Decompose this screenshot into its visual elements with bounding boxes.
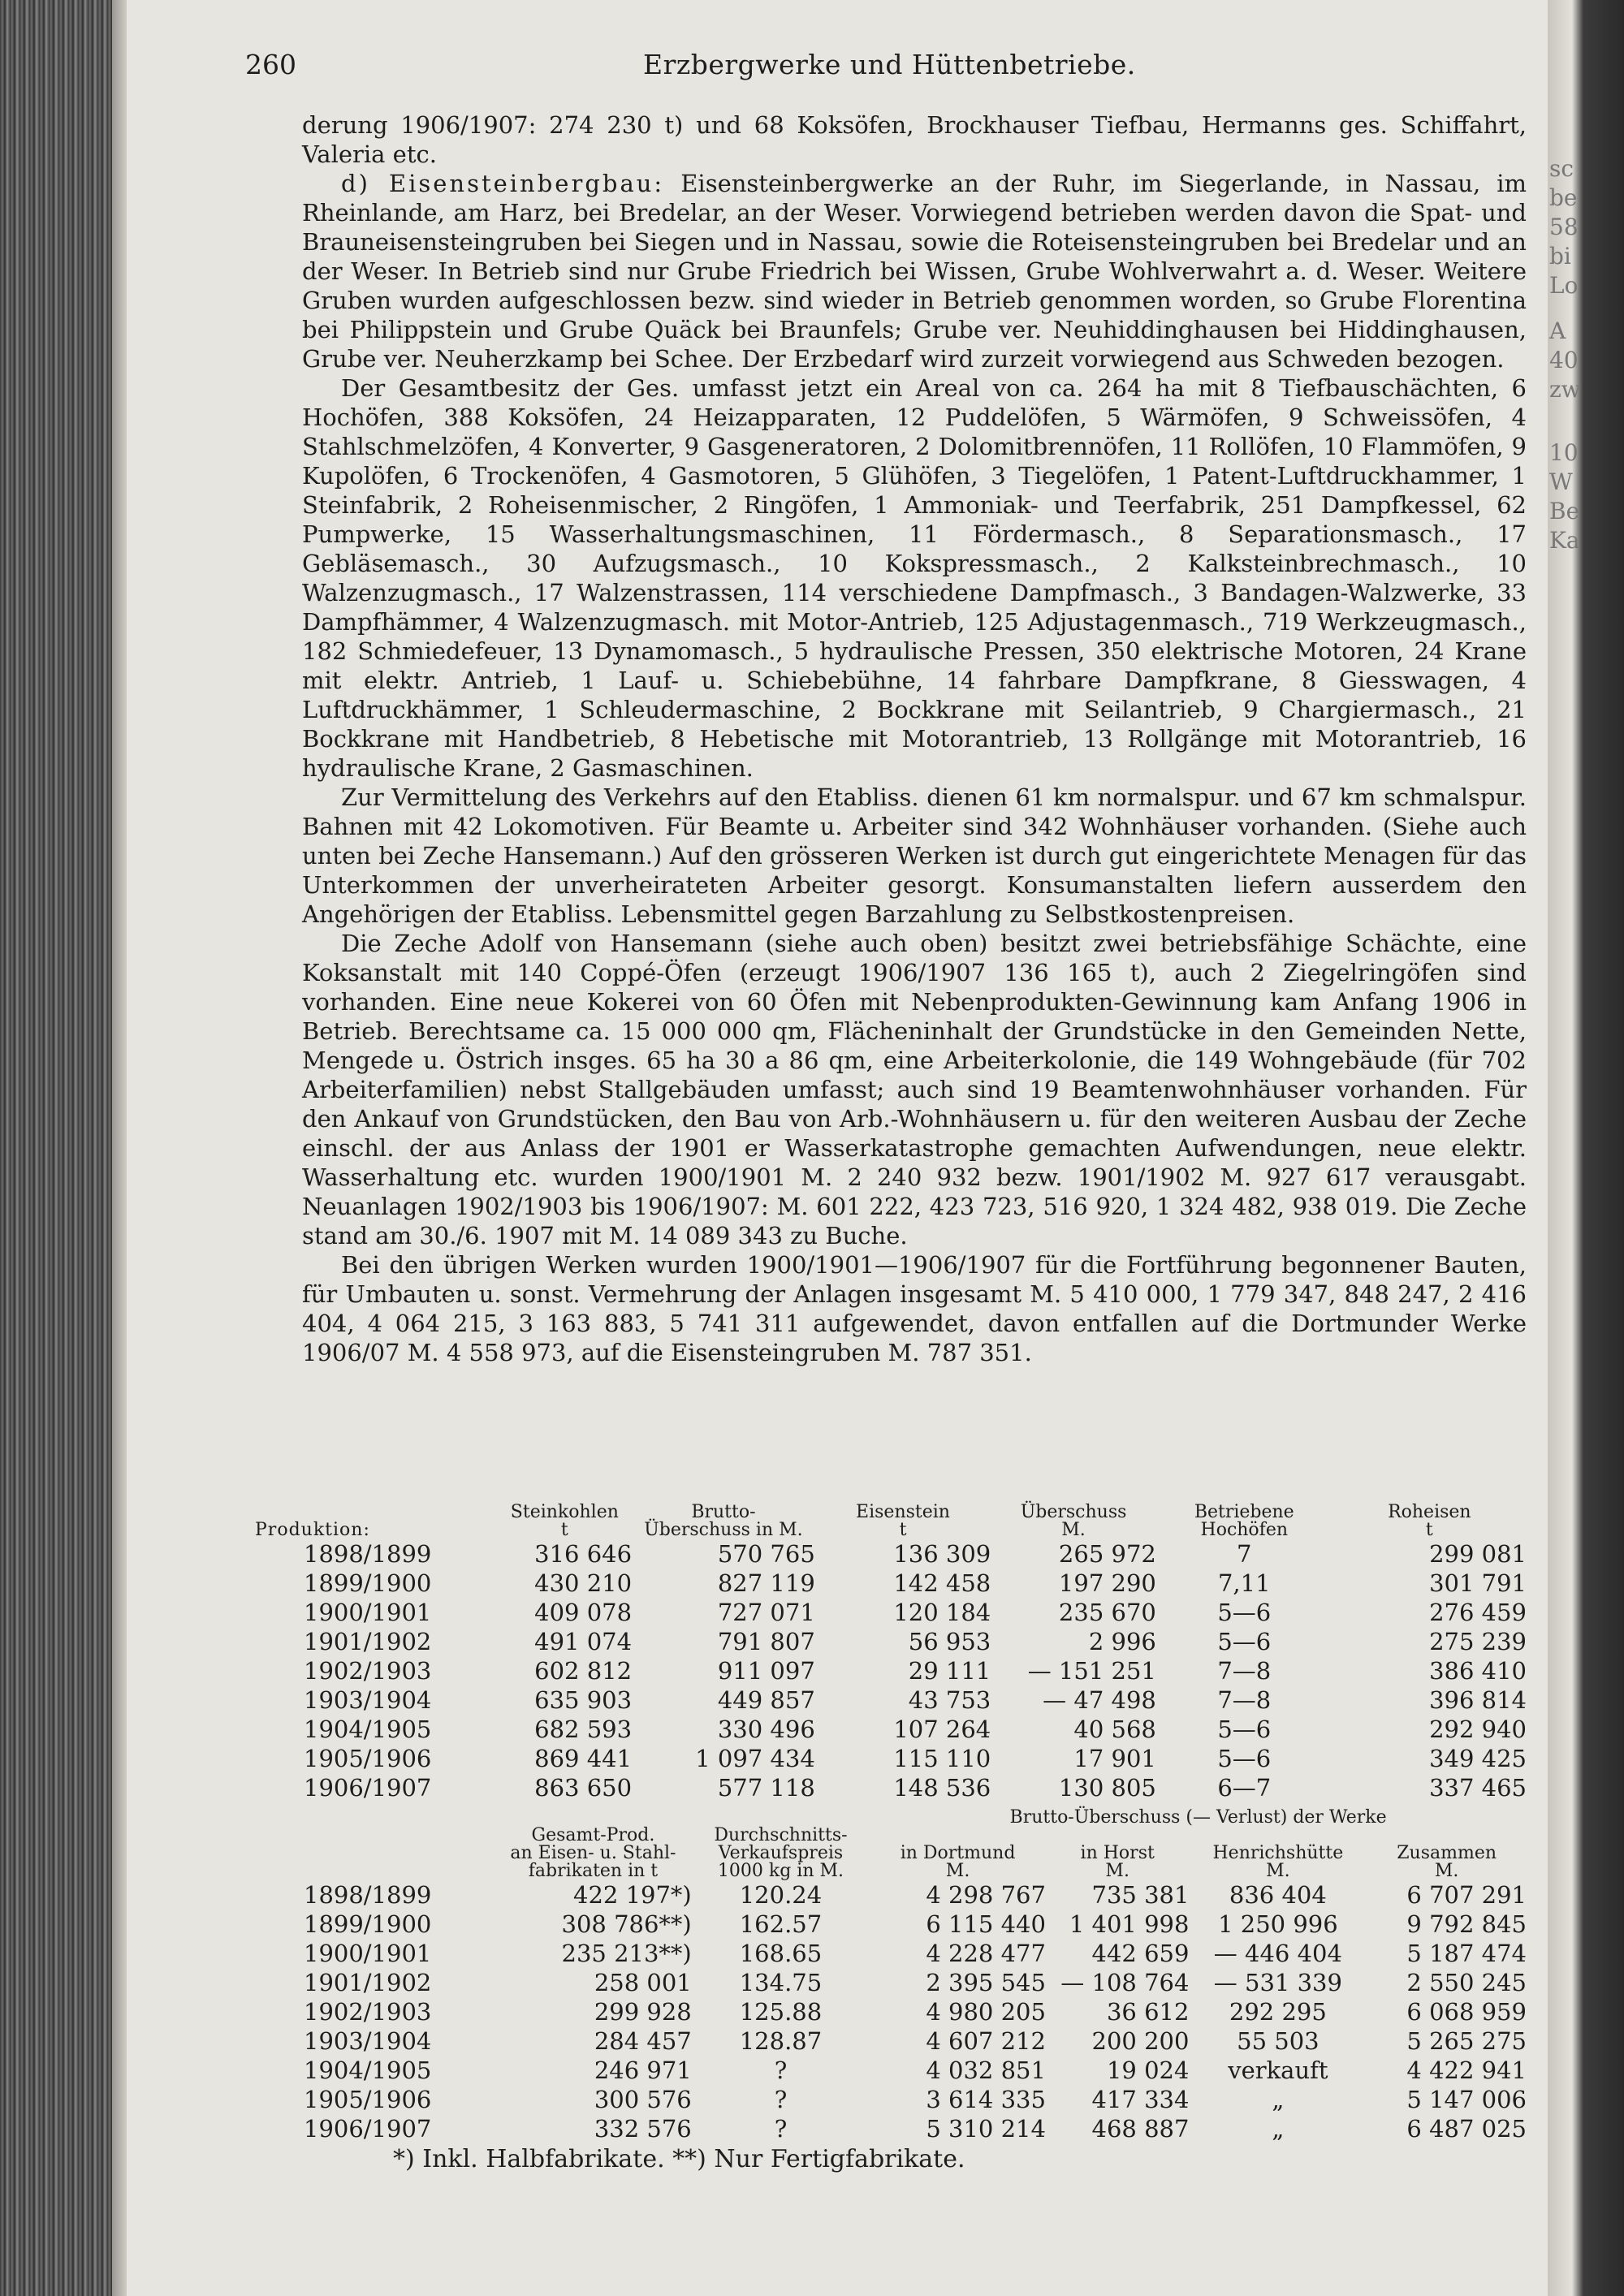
column-header-gesamt-prod: Gesamt-Prod. an Eisen- u. Stahl- fabrikaten in t	[510, 1825, 676, 1881]
value-cell: 7—8	[1217, 1686, 1272, 1714]
value-cell: 430 210	[534, 1569, 633, 1597]
table-row	[255, 1997, 1527, 2026]
production-table-body	[255, 1539, 1527, 1802]
year-cell: 1905/1906	[304, 1745, 432, 1772]
financial-table-header	[255, 1827, 1527, 1880]
value-cell: 791 807	[717, 1628, 815, 1655]
value-cell: 235 670	[1058, 1599, 1156, 1626]
year-cell: 1899/1900	[304, 1569, 432, 1597]
value-cell: 349 425	[1429, 1745, 1527, 1772]
value-cell: 7	[1237, 1540, 1252, 1568]
book-binding	[0, 0, 112, 2296]
value-cell: 4 980 205	[926, 1998, 1046, 2026]
facing-page-fragment: 58	[1549, 214, 1579, 240]
column-header-eisenstein: Eisenstein t	[856, 1502, 950, 1540]
value-cell: 4 032 851	[926, 2056, 1046, 2084]
value-cell: 246 971	[594, 2056, 692, 2084]
table-row	[255, 1773, 1527, 1802]
value-cell: 635 903	[534, 1686, 633, 1714]
year-cell: 1905/1906	[304, 2086, 432, 2113]
tables-section	[255, 1504, 1527, 2173]
table-row	[255, 1939, 1527, 1968]
column-header-hochoefen: Betriebene Hochöfen	[1194, 1502, 1294, 1540]
facing-page-fragment: W	[1549, 468, 1573, 495]
column-header-steinkohlen: Steinkohlen t	[510, 1502, 619, 1540]
year-cell: 1903/1904	[304, 2027, 432, 2055]
value-cell: 308 786**)	[561, 1910, 692, 1938]
value-cell: 386 410	[1429, 1657, 1527, 1685]
value-cell: 316 646	[534, 1540, 633, 1568]
value-cell: 836 404	[1229, 1881, 1327, 1909]
value-cell: 9 792 845	[1406, 1910, 1527, 1938]
value-cell: 197 290	[1058, 1569, 1156, 1597]
value-cell: 19 024	[1106, 2056, 1190, 2084]
value-cell: 168.65	[739, 1940, 823, 1967]
facing-page-fragment: A	[1549, 317, 1566, 344]
table-row	[255, 1627, 1527, 1656]
table-row	[255, 1569, 1527, 1598]
value-cell: 292 295	[1229, 1998, 1327, 2026]
value-cell: 136 309	[893, 1540, 991, 1568]
value-cell: 107 264	[893, 1716, 991, 1743]
value-cell: 6 115 440	[926, 1910, 1046, 1938]
financial-table	[255, 1809, 1527, 2143]
value-cell: 6 707 291	[1406, 1881, 1527, 1909]
paragraph: Zur Vermittelung des Verkehrs auf den Etabliss. dienen 61 km normalspur. und 67 km schmalspur. Bahnen mit 42 Lokomotiven. Für Beamte u. Arbeiter sind 342 Wohnhäuser vorhanden. (Siehe auch unten bei Zeche Hansemann.) Auf den grösseren Werken ist durch gut eingerichtete Menagen für das Unterkommen der unverheirateten Arbeiter gesorgt. Konsumanstalten liefern ausserdem den Angehörigen der Etabliss. Lebensmittel gegen Barzahlung zu Selbstkostenpreisen.	[302, 783, 1527, 928]
value-cell: 258 001	[594, 1969, 692, 1996]
value-cell: 120 184	[893, 1599, 991, 1626]
value-cell: „	[1272, 2086, 1285, 2113]
production-table-header	[255, 1504, 1527, 1539]
year-cell: 1900/1901	[304, 1940, 432, 1967]
facing-page-fragment: be	[1549, 184, 1578, 211]
facing-page-fragment: zw	[1549, 376, 1581, 403]
value-cell: 275 239	[1429, 1628, 1527, 1655]
value-cell: 40 568	[1073, 1716, 1156, 1743]
value-cell: — 531 339	[1213, 1969, 1342, 1996]
year-cell: 1902/1903	[304, 1657, 432, 1685]
facing-page-fragment: 10	[1549, 439, 1579, 466]
value-cell: 5—6	[1217, 1599, 1272, 1626]
paragraph: Die Zeche Adolf von Hansemann (siehe auch oben) besitzt zwei betriebsfähige Schächte, eine Koksanstalt mit 140 Coppé-Öfen (erzeugt 1906/1907 136 165 t), auch 2 Ziegelringöfen sind vorhanden. Eine neue Kokerei von 60 Öfen mit Nebenprodukten-Gewinnung kam Anfang 1906 in Betrieb. Berechtsame ca. 15 000 000 qm, Flächeninhalt der Grundstücke in den Gemeinden Nette, Mengede u. Östrich insges. 65 ha 30 a 86 qm, eine Arbeiterkolonie, die 149 Wohngebäude (für 702 Arbeiterfamilien) nebst Stallgebäuden umfasst; auch sind 19 Beamtenwohnhäuser vorhanden. Für den Ankauf von Grundstücken, den Bau von Arb.-Wohnhäusern u. für den weiteren Ausbau der Zeche einschl. der aus Anlass der 1901 er Wasserkatastrophe gemachten Aufwendungen, neue elektr. Wasserhaltung etc. wurden 1900/1901 M. 2 240 932 bezw. 1901/1902 M. 927 617 verausgabt. Neuanlagen 1902/1903 bis 1906/1907: M. 601 222, 423 723, 516 920, 1 324 482, 938 019. Die Zeche stand am 30./6. 1907 mit M. 14 089 343 zu Buche.	[302, 930, 1527, 1249]
value-cell: — 151 251	[1027, 1657, 1156, 1685]
value-cell: ?	[774, 2086, 788, 2113]
facing-page-fragment: bi	[1549, 243, 1571, 270]
value-cell: 577 118	[717, 1774, 815, 1802]
value-cell: — 47 498	[1043, 1686, 1156, 1714]
year-cell: 1900/1901	[304, 1599, 432, 1626]
facing-page-fragment: 40	[1549, 347, 1579, 373]
value-cell: 863 650	[534, 1774, 633, 1802]
table-row	[255, 1539, 1527, 1569]
section-lead: d) Eisensteinbergbau:	[341, 170, 665, 197]
value-cell: 409 078	[534, 1599, 633, 1626]
value-cell: 148 536	[893, 1774, 991, 1802]
year-cell: 1901/1902	[304, 1628, 432, 1655]
value-cell: 4 298 767	[926, 1881, 1046, 1909]
value-cell: 570 765	[717, 1540, 815, 1568]
value-cell: 332 576	[594, 2115, 692, 2143]
value-cell: 17 901	[1073, 1745, 1156, 1772]
value-cell: 2 550 245	[1406, 1969, 1527, 1996]
value-cell: 5 265 275	[1406, 2027, 1527, 2055]
value-cell: 115 110	[893, 1745, 991, 1772]
value-cell: 4 228 477	[926, 1940, 1046, 1967]
value-cell: 422 197*)	[573, 1881, 692, 1909]
column-header-roheisen: Roheisen t	[1388, 1502, 1471, 1540]
value-cell: 449 857	[717, 1686, 815, 1714]
table-row	[255, 2085, 1527, 2114]
value-cell: 5 147 006	[1406, 2086, 1527, 2113]
year-cell: 1901/1902	[304, 1969, 432, 1996]
value-cell: 235 213**)	[561, 1940, 692, 1967]
footnote: *) Inkl. Halbfabrikate. **) Nur Fertigfabrikate.	[393, 2145, 965, 2173]
table-row	[255, 1656, 1527, 1685]
value-cell: 130 805	[1058, 1774, 1156, 1802]
column-header-verkaufspreis: Durchschnitts- Verkaufspreis 1000 kg in M.	[714, 1825, 848, 1881]
facing-page-fragment: Lo	[1549, 272, 1579, 299]
value-cell: 29 111	[908, 1657, 991, 1685]
value-cell: 682 593	[534, 1716, 633, 1743]
value-cell: 3 614 335	[926, 2086, 1046, 2113]
value-cell: 162.57	[739, 1910, 823, 1938]
value-cell: 142 458	[893, 1569, 991, 1597]
year-cell: 1903/1904	[304, 1686, 432, 1714]
value-cell: 4 607 212	[926, 2027, 1046, 2055]
paragraph: Bei den übrigen Werken wurden 1900/1901—1906/1907 für die Fortführung begonnener Bauten, für Umbauten u. sonst. Vermehrung der Anlagen insgesamt M. 5 410 000, 1 779 347, 848 247, 2 416 404, 4 064 215, 3 163 883, 5 741 311 aufgewendet, davon entfallen auf die Dortmunder Werke 1906/07 M. 4 558 973, auf die Eisensteingruben M. 787 351.	[302, 1251, 1527, 1366]
value-cell: 5 187 474	[1406, 1940, 1527, 1967]
page-number: 260	[245, 49, 296, 80]
paragraph: derung 1906/1907: 274 230 t) und 68 Koksöfen, Brockhauser Tiefbau, Hermanns ges. Schiffahrt, Valeria etc.	[302, 111, 1527, 168]
year-cell: 1899/1900	[304, 1910, 432, 1938]
table-row	[255, 1910, 1527, 1939]
value-cell: ?	[774, 2056, 788, 2084]
column-header-henrichshuette: Henrichshütte M.	[1212, 1843, 1344, 1881]
value-cell: 7—8	[1217, 1657, 1272, 1685]
value-cell: 43 753	[908, 1686, 991, 1714]
value-cell: 276 459	[1429, 1599, 1527, 1626]
group-header: Brutto-Überschuss (— Verlust) der Werke	[1009, 1807, 1387, 1828]
value-cell: 4 422 941	[1406, 2056, 1527, 2084]
value-cell: 735 381	[1091, 1881, 1190, 1909]
value-cell: 5—6	[1217, 1745, 1272, 1772]
facing-page-fragment: Be	[1549, 498, 1580, 524]
value-cell: 337 465	[1429, 1774, 1527, 1802]
running-title: Erzbergwerke und Hüttenbetriebe.	[643, 49, 1136, 80]
value-cell: 869 441	[534, 1745, 633, 1772]
value-cell: 468 887	[1091, 2115, 1190, 2143]
body-text	[302, 110, 1527, 1367]
column-header-horst: in Horst M.	[1080, 1843, 1155, 1881]
column-header-zusammen: Zusammen M.	[1397, 1843, 1497, 1881]
value-cell: 1 097 434	[695, 1745, 815, 1772]
value-cell: „	[1272, 2115, 1285, 2143]
value-cell: 1 250 996	[1218, 1910, 1338, 1938]
table-row	[255, 2026, 1527, 2056]
value-cell: 602 812	[534, 1657, 633, 1685]
value-cell: 396 814	[1429, 1686, 1527, 1714]
value-cell: — 108 764	[1060, 1969, 1190, 1996]
value-cell: 300 576	[594, 2086, 692, 2113]
year-cell: 1904/1905	[304, 2056, 432, 2084]
table-row	[255, 2114, 1527, 2143]
column-header-dortmund: in Dortmund M.	[900, 1843, 1016, 1881]
value-cell: 7,11	[1217, 1569, 1271, 1597]
table-row	[255, 1744, 1527, 1773]
year-cell: 1898/1899	[304, 1881, 432, 1909]
table-row	[255, 1880, 1527, 1910]
value-cell: 417 334	[1091, 2086, 1190, 2113]
year-cell: 1906/1907	[304, 2115, 432, 2143]
value-cell: 120.24	[739, 1881, 823, 1909]
paragraph: d) Eisensteinbergbau: Eisensteinbergwerke an der Ruhr, im Siegerlande, in Nassau, im Rheinlande, am Harz, bei Bredelar, an der Weser. Vorwiegend betrieben werden davon die Spat- und Brauneisensteingruben bei Siegen und in Nassau, sowie die Roteisensteingruben bei Bredelar und an der Weser. In Betrieb sind nur Grube Friedrich bei Wissen, Grube Wohlverwahrt a. d. Weser. Weitere Gruben wurden aufgeschlossen bezw. sind wieder in Betrieb genommen worden, so Grube Florentina bei Philippstein und Grube Quäck bei Braunfels; Grube ver. Neuhiddinghausen bei Hiddinghausen, Grube ver. Neuherzkamp bei Schee. Der Erzbedarf wird zurzeit vorwiegend aus Schweden bezogen.	[302, 170, 1527, 373]
column-header-brutto-ueberschuss: Brutto- Überschuss in M.	[644, 1502, 803, 1540]
table-row	[255, 1715, 1527, 1744]
year-cell: 1904/1905	[304, 1716, 432, 1743]
value-cell: 5—6	[1217, 1628, 1272, 1655]
value-cell: 491 074	[534, 1628, 633, 1655]
value-cell: — 446 404	[1213, 1940, 1342, 1967]
year-cell: 1906/1907	[304, 1774, 432, 1802]
facing-page-fragment: sc	[1549, 155, 1574, 182]
production-table	[255, 1504, 1527, 1802]
binding-edge	[112, 0, 127, 2296]
value-cell: 5—6	[1217, 1716, 1272, 1743]
value-cell: 1 401 998	[1069, 1910, 1190, 1938]
value-cell: 727 071	[717, 1599, 815, 1626]
value-cell: 2 395 545	[926, 1969, 1046, 1996]
value-cell: 125.88	[739, 1998, 823, 2026]
value-cell: 827 119	[717, 1569, 815, 1597]
year-cell: 1898/1899	[304, 1540, 432, 1568]
value-cell: 911 097	[717, 1657, 815, 1685]
value-cell: 134.75	[739, 1969, 823, 1996]
value-cell: 36 612	[1106, 1998, 1190, 2026]
table-row	[255, 1598, 1527, 1627]
value-cell: 265 972	[1058, 1540, 1156, 1568]
year-cell: 1902/1903	[304, 1998, 432, 2026]
column-header-ueberschuss: Überschuss M.	[1020, 1502, 1127, 1540]
running-header	[180, 49, 1527, 84]
paragraph: Der Gesamtbesitz der Ges. umfasst jetzt ein Areal von ca. 264 ha mit 8 Tiefbauschächten, 6 Hochöfen, 388 Koksöfen, 24 Heizapparaten, 12 Puddelöfen, 5 Wärmöfen, 9 Schweissöfen, 4 Stahlschmelzöfen, 4 Konverter, 9 Gasgeneratoren, 2 Dolomitbrennöfen, 11 Rollöfen, 10 Flammöfen, 9 Kupolöfen, 6 Trockenöfen, 4 Gasmotoren, 5 Glühöfen, 3 Tiegelöfen, 1 Patent-Luftdruckhammer, 1 Steinfabrik, 2 Roheisenmischer, 2 Ringöfen, 1 Ammoniak- und Teerfabrik, 251 Dampfkessel, 62 Pumpwerke, 15 Wasserhaltungsmaschinen, 11 Fördermasch., 8 Separationsmasch., 17 Gebläsemasch., 30 Aufzugsmasch., 10 Kokspressmasch., 2 Kalksteinbrechmasch., 10 Walzenzugmasch., 17 Walzenstrassen, 114 verschiedene Dampfmasch., 3 Bandagen-Walzwerke, 33 Dampfhämmer, 4 Walzenzugmasch. mit Motor-Antrieb, 125 Adjustagenmasch., 719 Werkzeugmasch., 182 Schmiedefeuer, 13 Dynamomasch., 5 hydraulische Pressen, 350 elektrische Motoren, 24 Krane mit elektr. Antrieb, 1 Lauf- u. Schiebebühne, 14 fahrbare Dampfkrane, 8 Giesswagen, 4 Luftdruckhämmer, 1 Schleudermaschine, 2 Bockkrane mit Seilantrieb, 9 Chargiermasch., 21 Bockkrane mit Handbetrieb, 8 Hebetische mit Motorantrieb, 13 Rollgänge mit Motorantrieb, 16 hydraulische Krane, 2 Gasmaschinen.	[302, 374, 1527, 782]
production-label: Produktion:	[255, 1520, 370, 1540]
value-cell: 299 081	[1429, 1540, 1527, 1568]
value-cell: 128.87	[739, 2027, 823, 2055]
value-cell: 299 928	[594, 1998, 692, 2026]
table-row	[255, 1685, 1527, 1715]
page-content	[180, 0, 1527, 2296]
value-cell: 6—7	[1217, 1774, 1272, 1802]
value-cell: 55 503	[1237, 2027, 1320, 2055]
financial-group-header-row	[255, 1809, 1527, 1827]
table-row	[255, 1968, 1527, 1997]
value-cell: 6 068 959	[1406, 1998, 1527, 2026]
financial-table-body	[255, 1880, 1527, 2143]
value-cell: 5 310 214	[926, 2115, 1046, 2143]
value-cell: 2 996	[1088, 1628, 1156, 1655]
value-cell: ?	[774, 2115, 788, 2143]
value-cell: 292 940	[1429, 1716, 1527, 1743]
value-cell: 56 953	[908, 1628, 991, 1655]
value-cell: 330 496	[717, 1716, 815, 1743]
value-cell: 284 457	[594, 2027, 692, 2055]
value-cell: verkauft	[1228, 2056, 1328, 2084]
facing-page-fragment: Ka	[1549, 527, 1580, 554]
value-cell: 6 487 025	[1406, 2115, 1527, 2143]
value-cell: 442 659	[1091, 1940, 1190, 1967]
value-cell: 301 791	[1429, 1569, 1527, 1597]
value-cell: 200 200	[1091, 2027, 1190, 2055]
table-row	[255, 2056, 1527, 2085]
